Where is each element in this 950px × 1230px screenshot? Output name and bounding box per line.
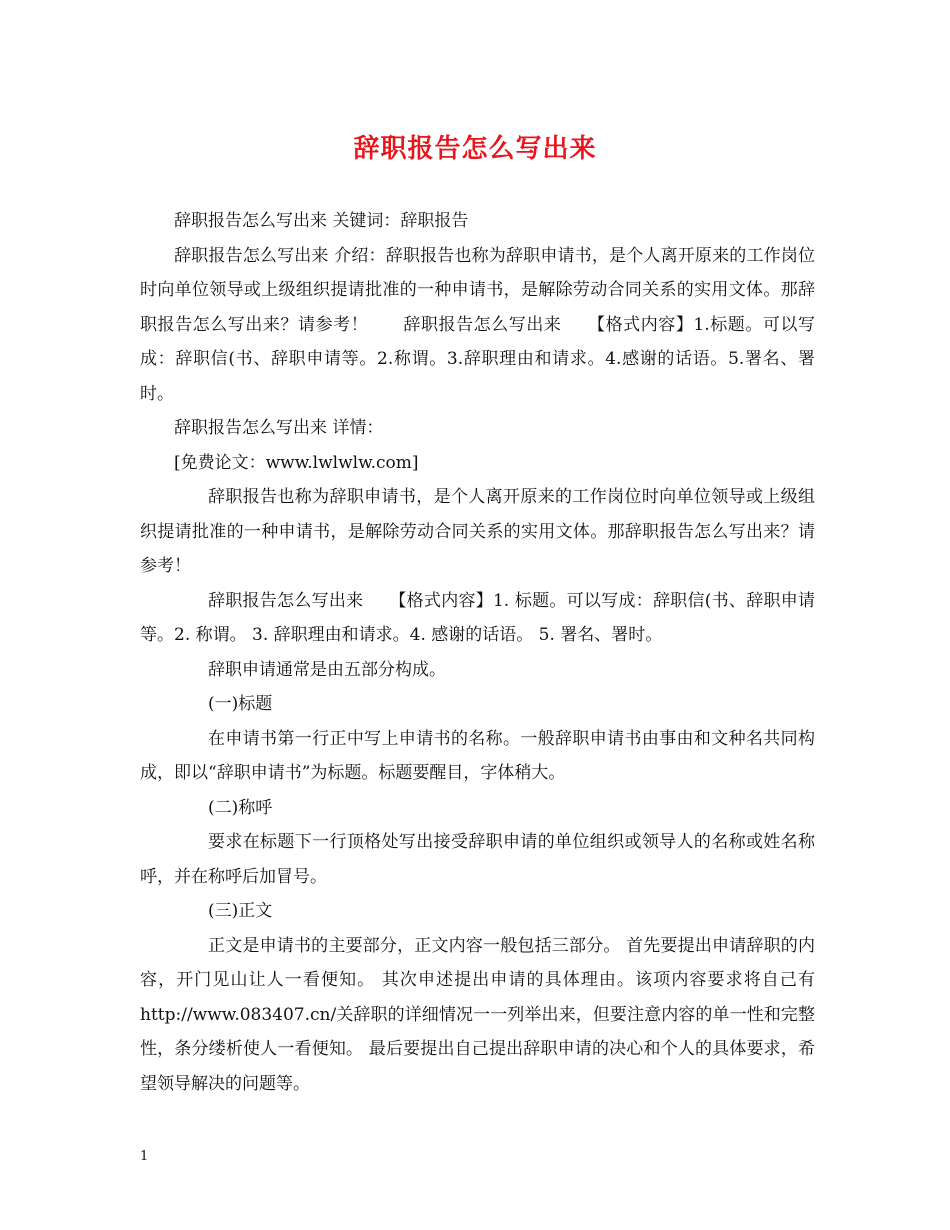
source-note: [免费论文：www.lwlwlw.com] (174, 452, 419, 473)
intro-paragraph: 辞职报告怎么写出来 介绍：辞职报告也称为辞职申请书，是个人离开原来的工作岗位时向单位领导或上级组织提请批准的一种申请书，是解除劳动合同关系的实用文体。那辞职报告怎么写出来？请参考！ 辞职报告怎么写出来 【格式内容】1.标题。可以写成：辞职信(书、辞职申请等。2.称谓。3.辞职理由和请求。4.感谢的话语。5.署名、署时。 (140, 245, 815, 404)
title-section-paragraph: 在申请书第一行正中写上申请书的名称。一般辞职申请书由事由和文种名共同构成，即以“辞职申请书”为标题。标题要醒目，字体稍大。 (140, 728, 815, 783)
definition-paragraph: 辞职报告也称为辞职申请书，是个人离开原来的工作岗位时向单位领导或上级组织提请批准的一种申请书，是解除劳动合同关系的实用文体。那辞职报告怎么写出来？请参考！ (140, 487, 815, 576)
document-body (140, 204, 815, 1101)
salutation-section-paragraph: 要求在标题下一行顶格处写出接受辞职申请的单位组织或领导人的名称或姓名称呼，并在称呼后加冒号。 (140, 832, 815, 887)
section-heading-body: (三)正文 (208, 901, 273, 921)
section-heading-title: (一)标题 (208, 694, 273, 714)
format-paragraph: 辞职报告怎么写出来 【格式内容】1. 标题。可以写成：辞职信(书、辞职申请等。2. 称谓。 3. 辞职理由和请求。4. 感谢的话语。 5. 署名、署时。 (140, 590, 815, 645)
structure-paragraph: 辞职申请通常是由五部分构成。 (208, 659, 446, 680)
document-title: 辞职报告怎么写出来 (353, 134, 597, 164)
keywords-paragraph: 辞职报告怎么写出来 关键词：辞职报告 (174, 211, 469, 231)
body-section-paragraph: 正文是申请书的主要部分，正文内容一般包括三部分。 首先要提出申请辞职的内容，开门见山让人一看便知。 其次申述提出申请的具体理由。该项内容要求将自己有http://www.083407.cn/关辞职的详细情况一一列举出来，但要注意内容的单一性和完整性，条分缕析使人一看便知。 最后要提出自己提出辞职申请的决心和个人的具体要求，希望领导解决的问题等。 (140, 935, 815, 1094)
section-heading-salutation: (二)称呼 (208, 797, 273, 818)
details-heading: 辞职报告怎么写出来 详情： (174, 418, 384, 438)
page-number: 1 (140, 1149, 149, 1164)
